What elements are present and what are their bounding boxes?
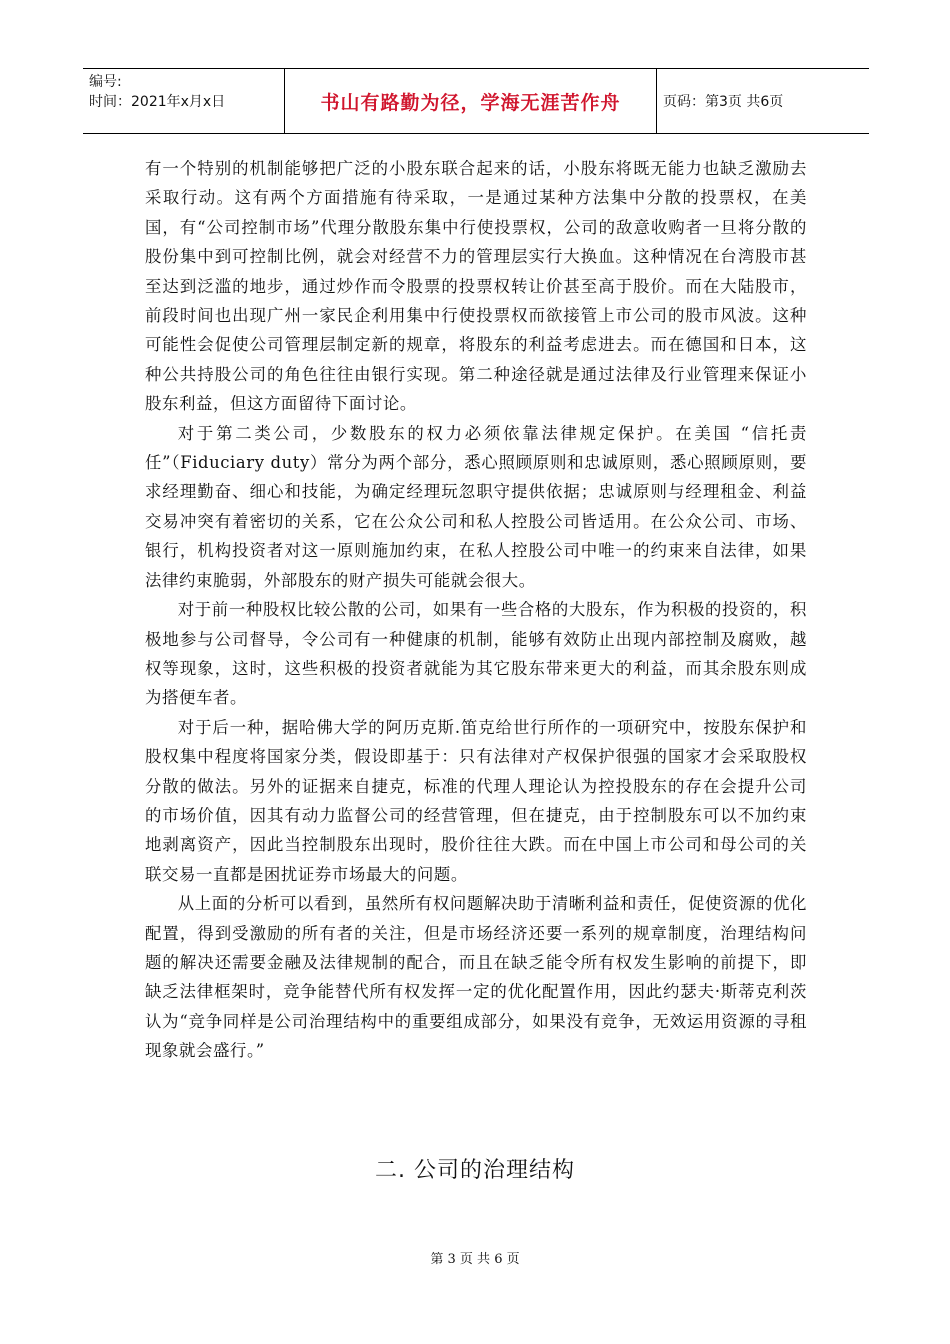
header-info [83,69,284,133]
serial-number-label: 编号: [89,74,122,90]
header-page-number: 页码：第3页 共6页 [663,94,784,110]
paragraph: 有一个特别的机制能够把广泛的小股东联合起来的话，小股东将既无能力也缺乏激励去采取行动。这有两个方面措施有待采取，一是通过某种方法集中分散的投票权，在美国，有“公司控制市场”代理分散股东集中行使投票权，公司的敌意收购者一旦将分散的股份集中到可控制比例，就会对经营不力的管理层实行大换血。这种情况在台湾股市甚至达到泛滥的地步，通过炒作而令股票的投票权转让价甚至高于股价。而在大陆股市，前段时间也出现广州一家民企利用集中行使投票权而欲接管上市公司的股市风波。这种可能性会促使公司管理层制定新的规章，将股东的利益考虑进去。而在德国和日本，这种公共持股公司的角色往往由银行实现。第二种途径就是通过法律及行业管理来保证小股东利益，但这方面留待下面讨论。 [145,159,807,414]
paragraph: 对于前一种股权比较公散的公司，如果有一些合格的大股东，作为积极的投资的，积极地参与公司督导，令公司有一种健康的机制，能够有效防止出现内部控制及腐败，越权等现象，这时，这些积极的投资者就能为其它股东带来更大的利益，而其余股东则成为搭便车者。 [145,600,807,708]
paragraph: 从上面的分析可以看到，虽然所有权问题解决助于清晰利益和责任，促使资源的优化配置，得到受激励的所有者的关注，但是市场经济还要一系列的规章制度，治理结构问题的解决还需要金融及法律规制的配合，而且在缺乏能令所有权发生影响的前提下，即缺乏法律框架时，竞争能替代所有权发挥一定的优化配置作用，因此约瑟夫·斯蒂克利茨认为“竞争同样是公司治理结构中的重要组成部分，如果没有竞争，无效运用资源的寻租现象就会盛行。” [145,894,807,1061]
page-footer: 第 3 页 共 6 页 [430,1252,520,1267]
section-heading: 二. 公司的治理结构 [375,1158,575,1183]
date-label: 时间：2021年x月x日 [89,94,226,110]
page-header [83,68,869,134]
body-text [145,154,807,1066]
header-motto: 书山有路勤为径，学海无涯苦作舟 [284,69,657,133]
paragraph: 对于第二类公司，少数股东的权力必须依靠法律规定保护。在美国 “信托责任”（Fiduciary duty）常分为两个部分，悉心照顾原则和忠诚原则，悉心照顾原则，要求经理勤奋、细心和技能，为确定经理玩忽职守提供依据；忠诚原则与经理租金、利益交易冲突有着密切的关系，它在公众公司和私人控股公司皆适用。在公众公司、市场、银行，机构投资者对这一原则施加约束，在私人控股公司中唯一的约束来自法律，如果法律约束脆弱，外部股东的财产损失可能就会很大。 [145,423,807,590]
paragraph: 对于后一种，据哈佛大学的阿历克斯.笛克给世行所作的一项研究中，按股东保护和股权集中程度将国家分类，假设即基于：只有法律对产权保护很强的国家才会采取股权分散的做法。另外的证据来自捷克，标准的代理人理论认为控投股东的存在会提升公司的市场价值，因其有动力监督公司的经营管理，但在捷克，由于控制股东可以不加约束地剥离资产，因此当控制股东出现时，股价往往大跌。而在中国上市公司和母公司的关联交易一直都是困扰证券市场最大的问题。 [145,717,807,884]
